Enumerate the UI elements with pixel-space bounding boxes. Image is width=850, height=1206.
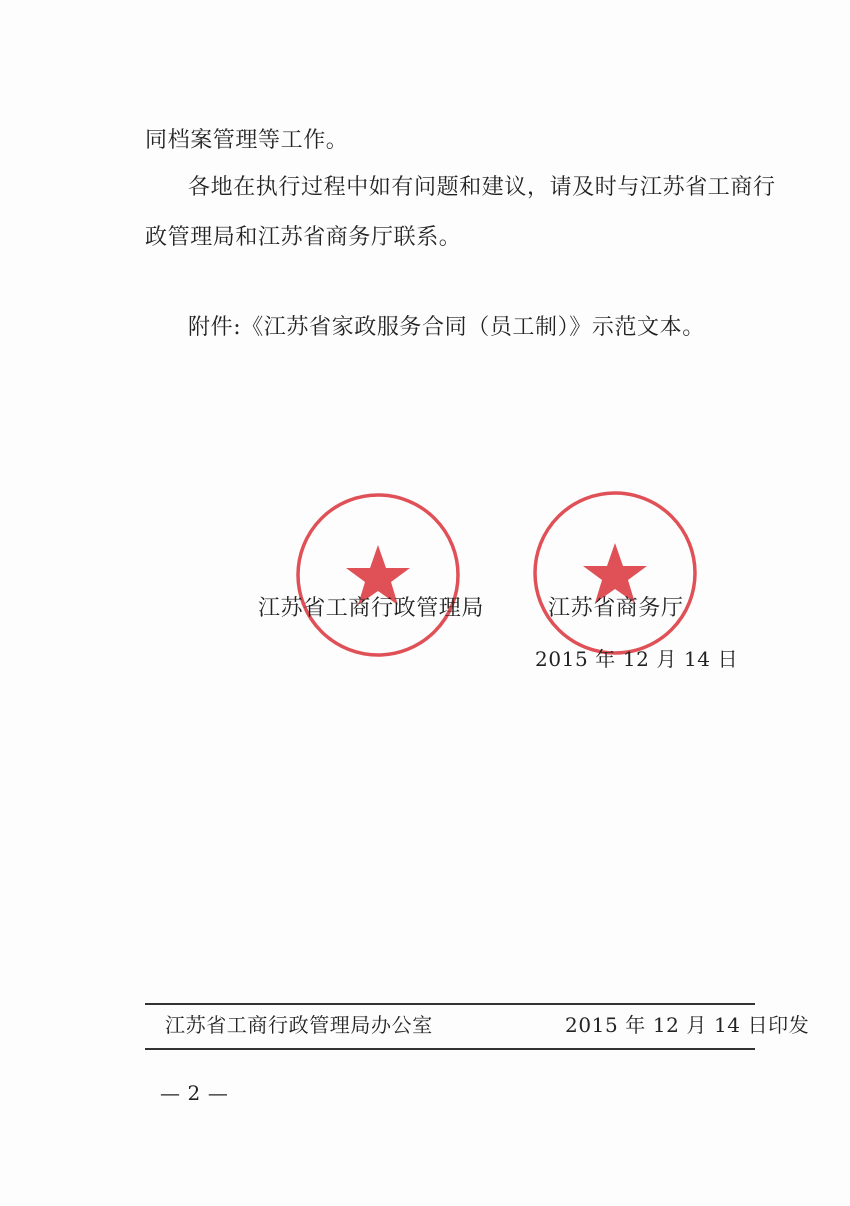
seal-left [293,490,463,660]
footer-issuer: 江苏省工商行政管理局办公室 [165,1013,433,1037]
body-line-1: 同档案管理等工作。 [145,128,349,153]
attachment-line: 附件:《江苏省家政服务合同（员工制）》示范文本。 [188,315,705,340]
star-icon [583,543,647,603]
signature-left-org: 江苏省工商行政管理局 [258,596,485,621]
page-number: — 2 — [160,1081,229,1105]
footer-issue-date: 2015 年 12 月 14 日印发 [565,1013,810,1037]
body-line-2: 各地在执行过程中如有问题和建议，请及时与江苏省工商行 [188,175,776,200]
body-line-3: 政管理局和江苏省商务厅联系。 [145,225,462,250]
footer-top-rule [145,1003,755,1005]
seal-right [530,488,700,658]
signature-date: 2015 年 12 月 14 日 [535,647,739,671]
footer-bottom-rule [145,1048,755,1050]
signature-right-org: 江苏省商务厅 [548,596,684,621]
